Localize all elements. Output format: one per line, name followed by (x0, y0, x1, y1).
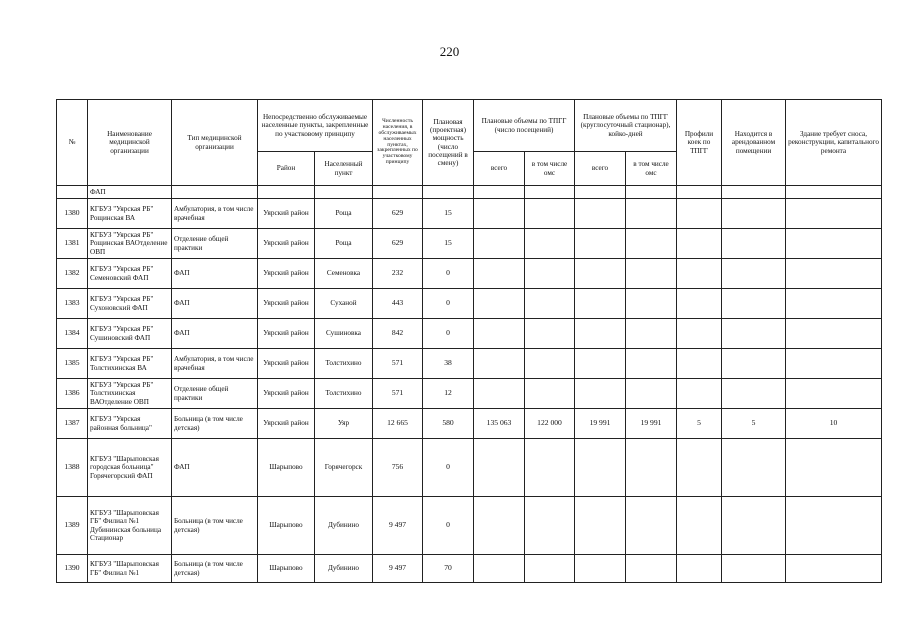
cell-visits-total (474, 497, 525, 555)
cell-num (57, 186, 88, 199)
cell-bed-profiles (677, 555, 722, 583)
table-row (57, 186, 882, 199)
cell-org-name: КГБУЗ "Уярская РБ" Толстихинская ВА (88, 349, 172, 379)
cell-beds-total (575, 186, 626, 199)
cell-settlement: Дубинино (315, 497, 373, 555)
cell-org-name: КГБУЗ "Уярская районная больница" (88, 409, 172, 439)
cell-beds-oms (626, 379, 677, 409)
table-row (57, 199, 882, 229)
cell-beds-total: 19 991 (575, 409, 626, 439)
cell-visits-oms (525, 349, 575, 379)
cell-visits-total (474, 259, 525, 289)
cell-demolition (786, 229, 882, 259)
cell-settlement: Толстихино (315, 349, 373, 379)
cell-org-name: КГБУЗ "Уярская РБ" Рощинская ВА (88, 199, 172, 229)
cell-org-name: КГБУЗ "Уярская РБ" Рощинская ВАОтделение ОВП (88, 229, 172, 259)
cell-district: Шарыпово (258, 439, 315, 497)
cell-district: Уярский район (258, 229, 315, 259)
cell-visits-oms (525, 439, 575, 497)
cell-beds-total (575, 555, 626, 583)
cell-org-type: Больница (в том числе детская) (172, 409, 258, 439)
cell-capacity: 0 (423, 319, 474, 349)
cell-beds-oms (626, 229, 677, 259)
cell-district: Уярский район (258, 349, 315, 379)
cell-org-name: КГБУЗ "Уярская РБ" Семеновский ФАП (88, 259, 172, 289)
cell-visits-total (474, 319, 525, 349)
cell-demolition (786, 349, 882, 379)
cell-rented (722, 229, 786, 259)
cell-bed-profiles (677, 497, 722, 555)
header-direct-group: Непосредственно обслуживаемые населенные пункты, закрепленные по участковому принципу (258, 100, 373, 152)
cell-visits-oms (525, 259, 575, 289)
header-beds-total: всего (575, 152, 626, 186)
cell-demolition (786, 199, 882, 229)
cell-visits-oms (525, 186, 575, 199)
cell-beds-oms (626, 349, 677, 379)
table-row (57, 229, 882, 259)
cell-org-name: КГБУЗ "Шарыповская ГБ" Филиал №1 (88, 555, 172, 583)
cell-num: 1387 (57, 409, 88, 439)
cell-district: Уярский район (258, 319, 315, 349)
cell-rented (722, 349, 786, 379)
cell-num: 1384 (57, 319, 88, 349)
table-row (57, 289, 882, 319)
cell-org-name: КГБУЗ "Уярская РБ" Сушиновский ФАП (88, 319, 172, 349)
cell-rented (722, 379, 786, 409)
cell-org-type: ФАП (172, 439, 258, 497)
cell-beds-oms (626, 199, 677, 229)
cell-district: Уярский район (258, 379, 315, 409)
cell-settlement: Роща (315, 229, 373, 259)
cell-capacity: 0 (423, 259, 474, 289)
cell-rented (722, 555, 786, 583)
cell-org-type: Отделение общей практики (172, 379, 258, 409)
cell-capacity: 0 (423, 497, 474, 555)
cell-beds-oms (626, 497, 677, 555)
cell-visits-total (474, 229, 525, 259)
cell-capacity: 15 (423, 199, 474, 229)
cell-beds-oms (626, 439, 677, 497)
cell-org-type: ФАП (172, 319, 258, 349)
cell-population: 232 (373, 259, 423, 289)
cell-bed-profiles (677, 229, 722, 259)
cell-population: 9 497 (373, 497, 423, 555)
cell-org-type: Отделение общей практики (172, 229, 258, 259)
page-number: 220 (439, 44, 460, 59)
cell-bed-profiles (677, 289, 722, 319)
cell-rented (722, 186, 786, 199)
cell-visits-total (474, 349, 525, 379)
cell-visits-oms (525, 379, 575, 409)
header-settlement: Населенный пункт (315, 152, 373, 186)
cell-visits-oms (525, 289, 575, 319)
cell-org-name: КГБУЗ "Уярская РБ" Сухоновский ФАП (88, 289, 172, 319)
cell-num: 1390 (57, 555, 88, 583)
header-visits-group: Плановые объемы по ТПГГ (число посещений) (474, 100, 575, 152)
cell-visits-total: 135 063 (474, 409, 525, 439)
cell-beds-total (575, 349, 626, 379)
cell-settlement: Толстихино (315, 379, 373, 409)
cell-settlement: Роща (315, 199, 373, 229)
cell-beds-total (575, 497, 626, 555)
cell-org-name: ФАП (88, 186, 172, 199)
facilities-table (56, 99, 882, 583)
cell-capacity: 580 (423, 409, 474, 439)
cell-settlement: Дубинино (315, 555, 373, 583)
cell-org-type: ФАП (172, 259, 258, 289)
cell-beds-oms: 19 991 (626, 409, 677, 439)
cell-beds-total (575, 229, 626, 259)
cell-visits-total (474, 439, 525, 497)
cell-capacity: 15 (423, 229, 474, 259)
cell-beds-oms (626, 319, 677, 349)
cell-population: 443 (373, 289, 423, 319)
cell-population: 629 (373, 199, 423, 229)
cell-population: 571 (373, 349, 423, 379)
table-row (57, 409, 882, 439)
cell-capacity: 0 (423, 289, 474, 319)
cell-org-name: КГБУЗ "Шарыповская ГБ" Филиал №1 Дубининская больница Стационар (88, 497, 172, 555)
cell-rented (722, 289, 786, 319)
cell-demolition (786, 289, 882, 319)
cell-district: Шарыпово (258, 497, 315, 555)
cell-bed-profiles (677, 259, 722, 289)
cell-bed-profiles: 5 (677, 409, 722, 439)
cell-settlement: Горячегорск (315, 439, 373, 497)
cell-settlement: Сушиновка (315, 319, 373, 349)
cell-beds-total (575, 259, 626, 289)
table-row (57, 439, 882, 497)
cell-district: Шарыпово (258, 555, 315, 583)
cell-demolition (786, 259, 882, 289)
cell-rented (722, 199, 786, 229)
table-body (57, 186, 882, 583)
cell-district (258, 186, 315, 199)
cell-rented: 5 (722, 409, 786, 439)
cell-demolition (786, 439, 882, 497)
header-org-name: Наименование медицинской организации (88, 100, 172, 186)
cell-org-name: КГБУЗ "Шарыповская городская больница" Горячегорский ФАП (88, 439, 172, 497)
cell-org-type: Больница (в том числе детская) (172, 555, 258, 583)
cell-num: 1383 (57, 289, 88, 319)
header-district: Район (258, 152, 315, 186)
cell-beds-total (575, 379, 626, 409)
cell-rented (722, 319, 786, 349)
cell-beds-oms (626, 289, 677, 319)
cell-district: Уярский район (258, 289, 315, 319)
cell-num: 1388 (57, 439, 88, 497)
cell-num: 1380 (57, 199, 88, 229)
cell-population (373, 186, 423, 199)
cell-demolition (786, 379, 882, 409)
header-demolition: Здание требует сноса, реконструкции, капитального ремонта (786, 100, 882, 186)
cell-visits-total (474, 289, 525, 319)
cell-population: 9 497 (373, 555, 423, 583)
cell-visits-total (474, 186, 525, 199)
cell-visits-oms (525, 229, 575, 259)
cell-beds-total (575, 199, 626, 229)
cell-org-type: ФАП (172, 289, 258, 319)
table-row (57, 379, 882, 409)
table-row (57, 555, 882, 583)
cell-settlement: Уяр (315, 409, 373, 439)
cell-bed-profiles (677, 379, 722, 409)
cell-rented (722, 497, 786, 555)
cell-visits-total (474, 379, 525, 409)
cell-district: Уярский район (258, 259, 315, 289)
cell-capacity: 12 (423, 379, 474, 409)
cell-population: 629 (373, 229, 423, 259)
cell-visits-oms (525, 555, 575, 583)
table-row (57, 259, 882, 289)
header-num: № (57, 100, 88, 186)
cell-capacity: 0 (423, 439, 474, 497)
cell-population: 12 665 (373, 409, 423, 439)
header-bed-group: Плановые объемы по ТПГГ (круглосуточный стационар), койко-дней (575, 100, 677, 152)
cell-beds-oms (626, 259, 677, 289)
cell-num: 1381 (57, 229, 88, 259)
cell-capacity (423, 186, 474, 199)
cell-org-type (172, 186, 258, 199)
header-bed-profiles: Профили коек по ТПГГ (677, 100, 722, 186)
table-row (57, 497, 882, 555)
cell-demolition (786, 319, 882, 349)
cell-demolition (786, 497, 882, 555)
cell-bed-profiles (677, 199, 722, 229)
cell-bed-profiles (677, 319, 722, 349)
header-org-type: Тип медицинской организации (172, 100, 258, 186)
cell-demolition: 10 (786, 409, 882, 439)
cell-demolition (786, 186, 882, 199)
cell-settlement: Семеновка (315, 259, 373, 289)
cell-num: 1386 (57, 379, 88, 409)
cell-visits-total (474, 199, 525, 229)
header-capacity: Плановая (проектная) мощность (число посещений в смену) (423, 100, 474, 186)
cell-beds-oms (626, 555, 677, 583)
cell-beds-total (575, 439, 626, 497)
header-visits-total: всего (474, 152, 525, 186)
header-rented: Находится в арендованном помещении (722, 100, 786, 186)
cell-org-type: Больница (в том числе детская) (172, 497, 258, 555)
cell-beds-total (575, 319, 626, 349)
cell-visits-oms (525, 497, 575, 555)
cell-visits-oms (525, 319, 575, 349)
cell-num: 1385 (57, 349, 88, 379)
cell-beds-oms (626, 186, 677, 199)
cell-org-name: КГБУЗ "Уярская РБ" Толстихинская ВАОтделение ОВП (88, 379, 172, 409)
cell-bed-profiles (677, 439, 722, 497)
cell-population: 571 (373, 379, 423, 409)
cell-bed-profiles (677, 186, 722, 199)
cell-org-type: Амбулатория, в том числе врачебная (172, 349, 258, 379)
cell-visits-oms (525, 199, 575, 229)
header-beds-oms: в том числе омс (626, 152, 677, 186)
cell-rented (722, 259, 786, 289)
header-population: Численность населения, в обслуживаемых населенных пунктах, закрепленных по участковому принципу (373, 100, 423, 186)
cell-capacity: 38 (423, 349, 474, 379)
cell-settlement: Суханой (315, 289, 373, 319)
cell-org-type: Амбулатория, в том числе врачебная (172, 199, 258, 229)
header-visits-oms: в том числе омс (525, 152, 575, 186)
cell-capacity: 70 (423, 555, 474, 583)
cell-num: 1382 (57, 259, 88, 289)
cell-beds-total (575, 289, 626, 319)
cell-population: 842 (373, 319, 423, 349)
cell-visits-oms: 122 000 (525, 409, 575, 439)
cell-district: Уярский район (258, 409, 315, 439)
cell-district: Уярский район (258, 199, 315, 229)
table-row (57, 319, 882, 349)
cell-rented (722, 439, 786, 497)
cell-demolition (786, 555, 882, 583)
cell-num: 1389 (57, 497, 88, 555)
cell-settlement (315, 186, 373, 199)
cell-population: 756 (373, 439, 423, 497)
cell-bed-profiles (677, 349, 722, 379)
cell-visits-total (474, 555, 525, 583)
table-row (57, 349, 882, 379)
